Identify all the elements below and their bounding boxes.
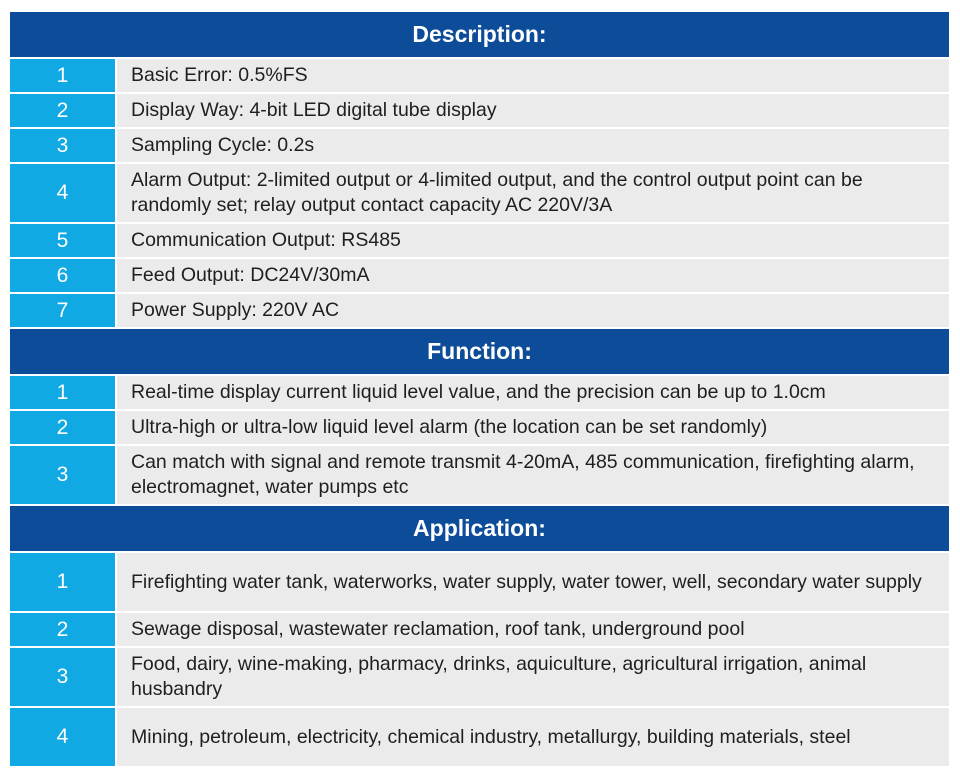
table-row	[10, 94, 949, 127]
table-row	[10, 648, 949, 706]
table-row	[10, 376, 949, 409]
table-row	[10, 613, 949, 646]
spec-table	[10, 12, 949, 768]
table-row	[10, 553, 949, 611]
row-number: 2	[10, 411, 115, 444]
section-header-function: Function:	[10, 329, 949, 374]
row-text: Alarm Output: 2-limited output or 4-limited output, and the control output point can be randomly set; relay output contact capacity AC 220V/3A	[117, 164, 949, 222]
table-row	[10, 129, 949, 162]
row-text: Can match with signal and remote transmit 4-20mA, 485 communication, firefighting alarm, electromagnet, water pumps etc	[117, 446, 949, 504]
row-text: Food, dairy, wine-making, pharmacy, drinks, aquiculture, agricultural irrigation, animal husbandry	[117, 648, 949, 706]
table-row	[10, 224, 949, 257]
row-number: 3	[10, 129, 115, 162]
row-text: Feed Output: DC24V/30mA	[117, 259, 949, 292]
section-header-application: Application:	[10, 506, 949, 551]
row-text: Real-time display current liquid level value, and the precision can be up to 1.0cm	[117, 376, 949, 409]
row-text: Sampling Cycle: 0.2s	[117, 129, 949, 162]
row-number: 1	[10, 376, 115, 409]
row-text: Sewage disposal, wastewater reclamation, roof tank, underground pool	[117, 613, 949, 646]
row-text: Ultra-high or ultra-low liquid level alarm (the location can be set randomly)	[117, 411, 949, 444]
table-row	[10, 446, 949, 504]
row-text: Power Supply: 220V AC	[117, 294, 949, 327]
row-text: Firefighting water tank, waterworks, water supply, water tower, well, secondary water supply	[117, 553, 949, 611]
row-number: 1	[10, 59, 115, 92]
table-row	[10, 59, 949, 92]
table-row	[10, 164, 949, 222]
row-text: Mining, petroleum, electricity, chemical industry, metallurgy, building materials, steel	[117, 708, 949, 766]
table-row	[10, 411, 949, 444]
row-number: 2	[10, 613, 115, 646]
row-number: 3	[10, 446, 115, 504]
row-number: 7	[10, 294, 115, 327]
row-text: Communication Output: RS485	[117, 224, 949, 257]
row-text: Display Way: 4-bit LED digital tube display	[117, 94, 949, 127]
table-row	[10, 708, 949, 766]
section-header-description: Description:	[10, 12, 949, 57]
row-number: 4	[10, 164, 115, 222]
row-number: 2	[10, 94, 115, 127]
row-number: 3	[10, 648, 115, 706]
row-number: 4	[10, 708, 115, 766]
table-row	[10, 259, 949, 292]
table-row	[10, 294, 949, 327]
row-number: 6	[10, 259, 115, 292]
row-number: 1	[10, 553, 115, 611]
row-text: Basic Error: 0.5%FS	[117, 59, 949, 92]
row-number: 5	[10, 224, 115, 257]
